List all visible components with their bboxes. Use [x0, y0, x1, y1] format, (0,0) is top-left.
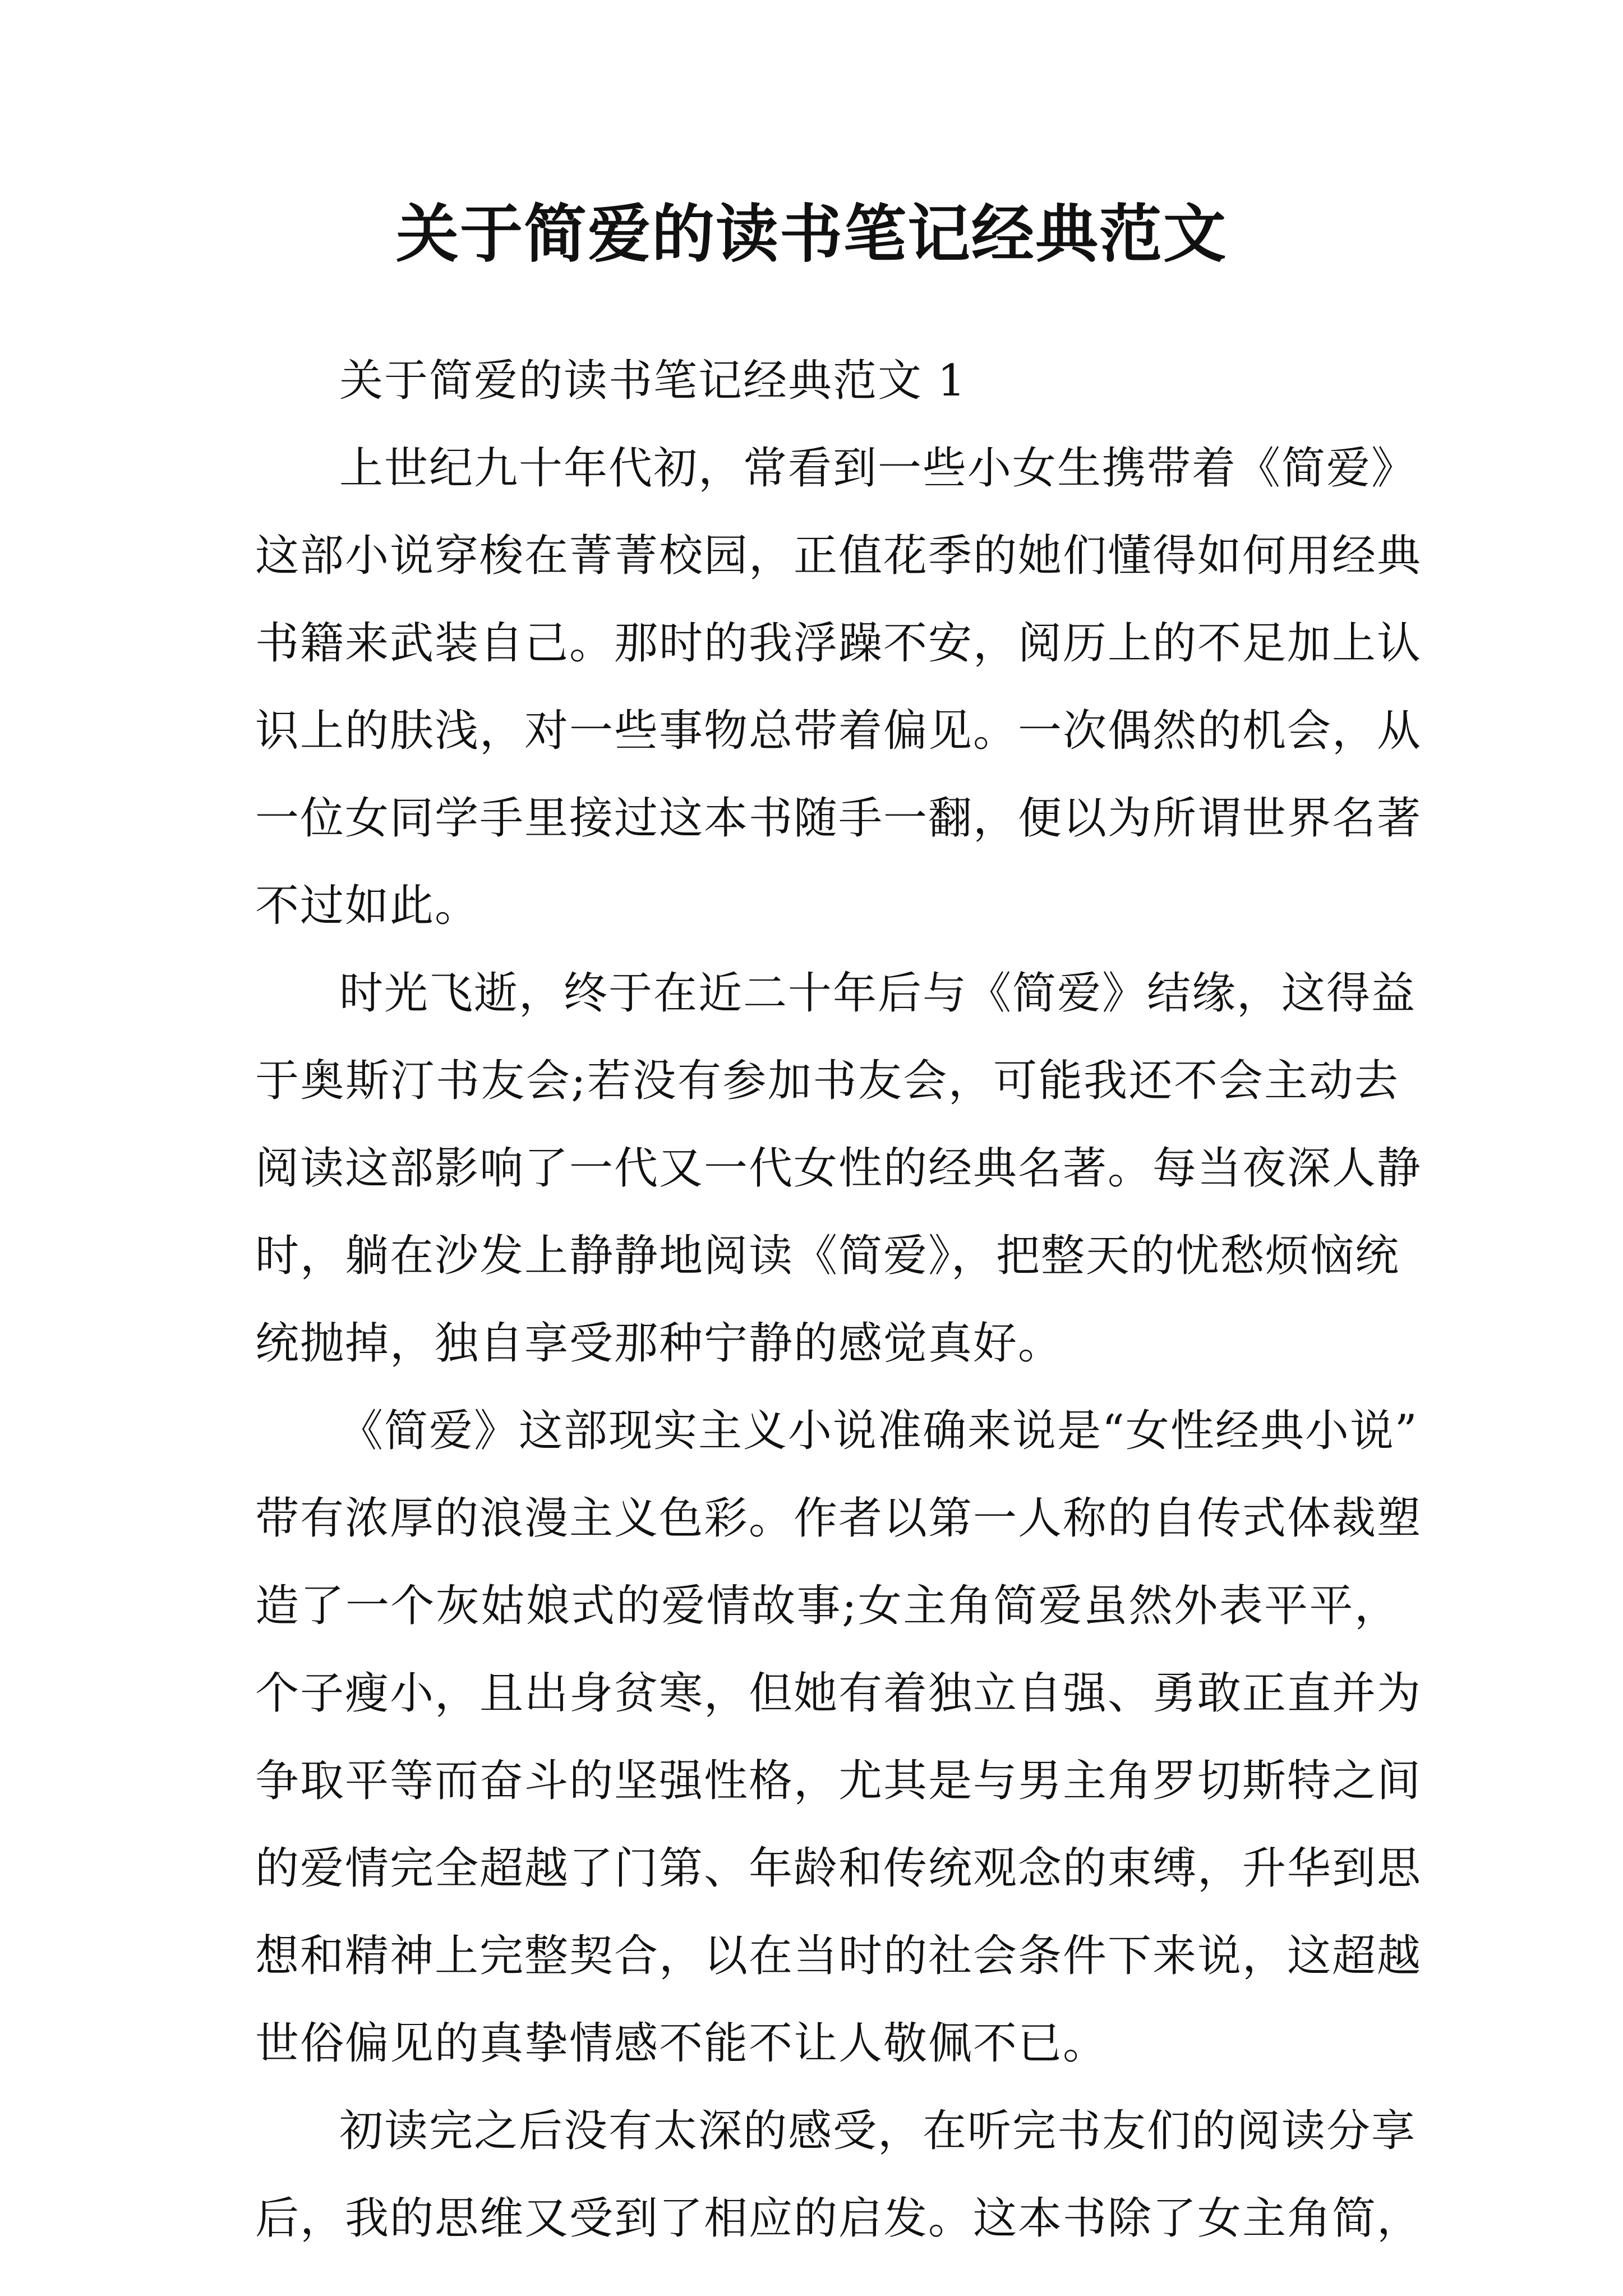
body-text-line: 时光飞逝，终于在近二十年后与《简爱》结缘，这得益	[339, 968, 1417, 1019]
body-text-line: 书籍来武装自己。那时的我浮躁不安，阅历上的不足加上认	[255, 618, 1422, 669]
body-text-line: 阅读这部影响了一代又一代女性的经典名著。每当夜深人静	[255, 1143, 1422, 1194]
body-text-line: 初读完之后没有太深的感受，在听完书友们的阅读分享	[339, 2106, 1417, 2156]
body-text-line: 一位女同学手里接过这本书随手一翻，便以为所谓世界名著	[255, 793, 1422, 844]
document-title: 关于简爱的读书笔记经典范文	[396, 197, 1227, 271]
body-text-line: 争取平等而奋斗的坚强性格，尤其是与男主角罗切斯特之间	[255, 1756, 1422, 1806]
body-text-line: 的爱情完全超越了门第、年龄和传统观念的束缚，升华到思	[255, 1843, 1422, 1894]
body-text-line: 这部小说穿梭在菁菁校园，正值花季的她们懂得如何用经典	[255, 531, 1422, 581]
body-text-line: 个子瘦小，且出身贫寒，但她有着独立自强、勇敢正直并为	[255, 1668, 1422, 1719]
body-text-line: 上世纪九十年代初，常看到一些小女生携带着《简爱》	[339, 443, 1417, 494]
body-text-line: 识上的肤浅，对一些事物总带着偏见。一次偶然的机会，从	[255, 706, 1422, 756]
body-text-line: 时，躺在沙发上静静地阅读《简爱》，把整天的忧愁烦恼统	[255, 1231, 1400, 1281]
body-text-line: 关于简爱的读书笔记经典范文 1	[339, 356, 967, 406]
body-text-line: 想和精神上完整契合，以在当时的社会条件下来说，这超越	[255, 1931, 1422, 1981]
body-text-line: 《简爱》这部现实主义小说准确来说是“女性经典小说”	[339, 1406, 1418, 1456]
document-body	[255, 337, 1422, 2262]
body-text-line: 世俗偏见的真挚情感不能不让人敬佩不已。	[255, 2018, 1108, 2069]
body-text-line: 后，我的思维又受到了相应的启发。这本书除了女主角简，	[255, 2193, 1422, 2244]
body-text-line: 于奥斯汀书友会;若没有参加书友会，可能我还不会主动去	[255, 1056, 1399, 1106]
body-text-line: 统抛掉，独自享受那种宁静的感觉真好。	[255, 1318, 1063, 1369]
body-text-line: 造了一个灰姑娘式的爱情故事;女主角简爱虽然外表平平，	[255, 1581, 1399, 1631]
body-text-line: 带有浓厚的浪漫主义色彩。作者以第一人称的自传式体裁塑	[255, 1493, 1422, 1544]
body-text-line: 不过如此。	[255, 881, 480, 931]
